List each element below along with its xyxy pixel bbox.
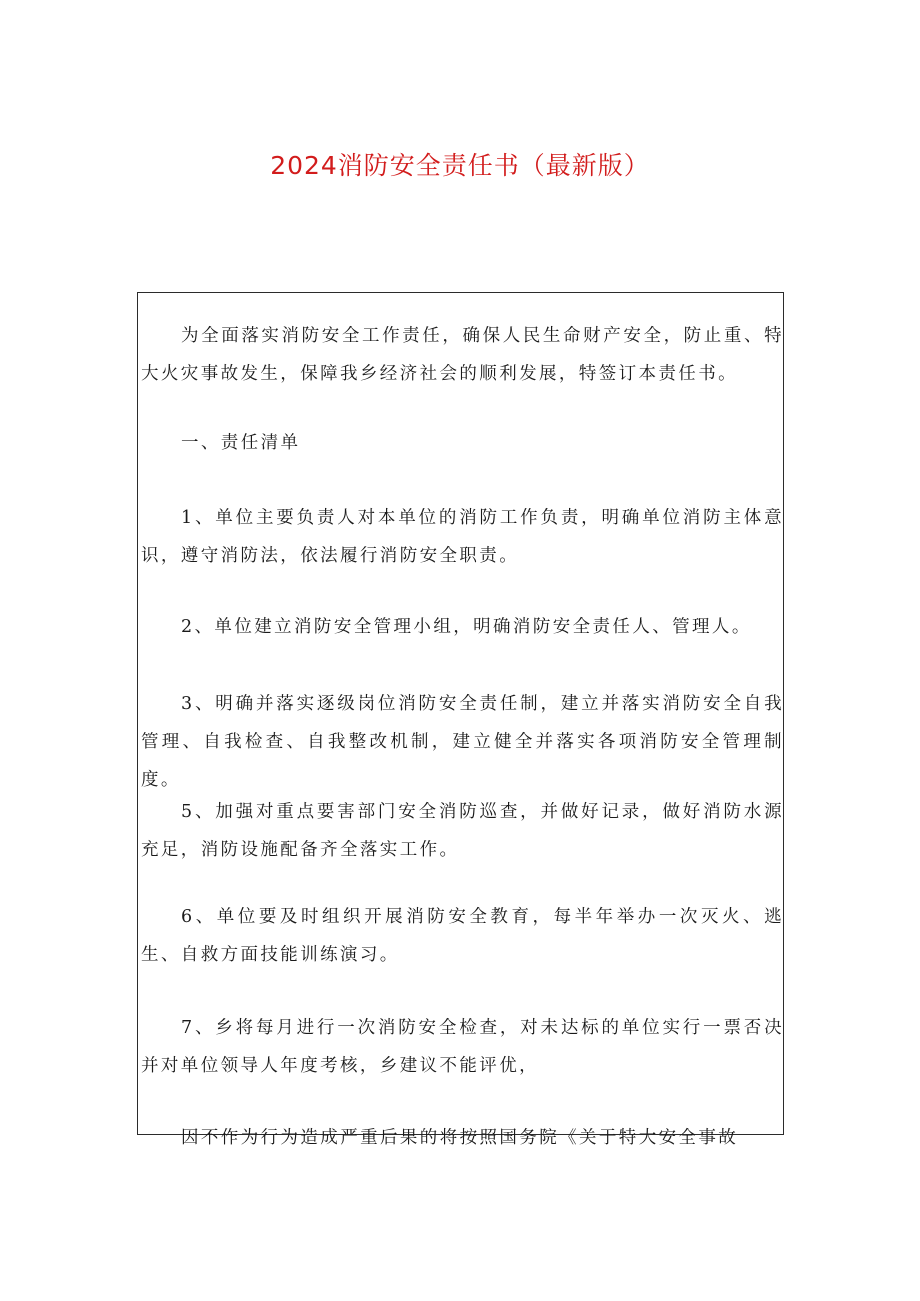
paragraph-intro: 为全面落实消防安全工作责任，确保人民生命财产安全，防止重、特大火灾事故发生，保障我乡经济社会的顺利发展，特签订本责任书。: [141, 325, 784, 384]
paragraph-item-3: 3、明确并落实逐级岗位消防安全责任制，建立并落实消防安全自我管理、自我检查、自我整改机制，建立健全并落实各项消防安全管理制度。: [141, 693, 784, 790]
section-heading-responsibilities: 一、责任清单: [181, 432, 301, 453]
paragraph-item-2: 2、单位建立消防安全管理小组，明确消防安全责任人、管理人。: [181, 616, 752, 637]
paragraph-item-1: 1、单位主要负责人对本单位的消防工作负责，明确单位消防主体意识，遵守消防法，依法履行消防安全职责。: [141, 507, 784, 566]
paragraph-item-5: 5、加强对重点要害部门安全消防巡查，并做好记录，做好消防水源充足，消防设施配备齐全落实工作。: [141, 801, 784, 860]
paragraph-item-7: 7、乡将每月进行一次消防安全检查，对未达标的单位实行一票否决并对单位领导人年度考核，乡建议不能评优，: [141, 1017, 784, 1076]
document-body-box: [137, 292, 784, 1148]
paragraph-item-6: 6、单位要及时组织开展消防安全教育，每半年举办一次灭火、逃生、自救方面技能训练演习。: [141, 906, 784, 965]
paragraph-continuation: 因不作为行为造成严重后果的将按照国务院《关于特大安全事故: [181, 1127, 739, 1148]
document-title: 2024消防安全责任书（最新版）: [270, 151, 650, 180]
